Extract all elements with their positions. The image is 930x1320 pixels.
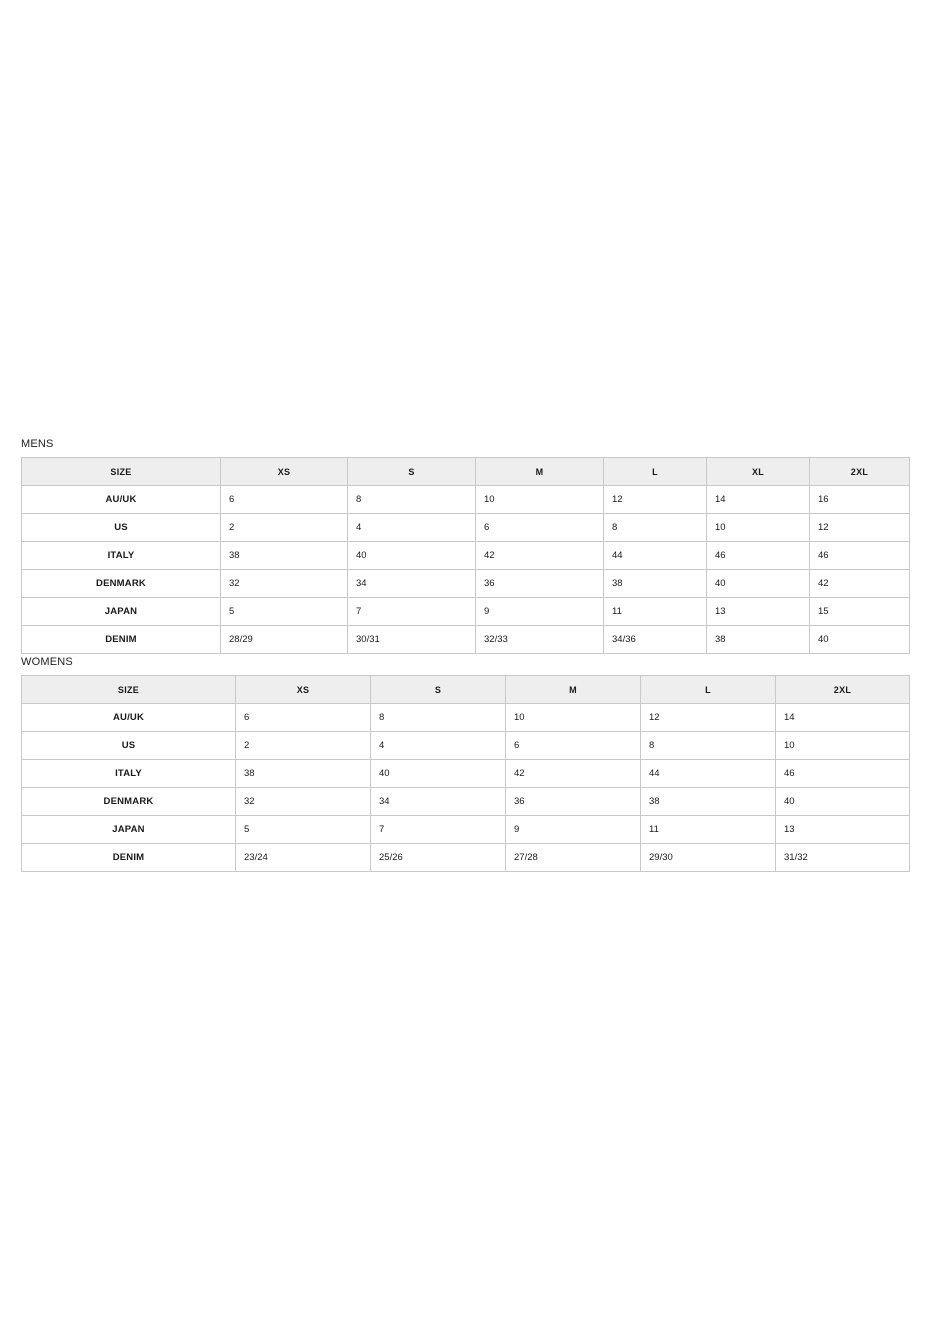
- table-cell: 10: [707, 514, 810, 542]
- table-cell: 25/26: [371, 844, 506, 872]
- table-cell: 7: [348, 598, 476, 626]
- mens-section-label: MENS: [21, 438, 54, 450]
- table-cell: 31/32: [776, 844, 910, 872]
- column-header-xs: XS: [236, 676, 371, 704]
- table-cell: 15: [810, 598, 910, 626]
- table-cell: 38: [221, 542, 348, 570]
- table-cell: 28/29: [221, 626, 348, 654]
- row-label: ITALY: [22, 542, 221, 570]
- table-cell: 10: [776, 732, 910, 760]
- column-header-l: L: [641, 676, 776, 704]
- table-cell: 42: [476, 542, 604, 570]
- womens-section-label: WOMENS: [21, 656, 73, 668]
- table-cell: 7: [371, 816, 506, 844]
- table-cell: 12: [604, 486, 707, 514]
- mens-size-table: [21, 457, 910, 654]
- table-row: [22, 844, 910, 872]
- table-cell: 42: [810, 570, 910, 598]
- table-cell: 32/33: [476, 626, 604, 654]
- table-row: [22, 760, 910, 788]
- row-label: JAPAN: [22, 598, 221, 626]
- table-cell: 13: [707, 598, 810, 626]
- table-row: [22, 732, 910, 760]
- table-cell: 10: [506, 704, 641, 732]
- table-cell: 38: [236, 760, 371, 788]
- table-cell: 6: [476, 514, 604, 542]
- table-cell: 42: [506, 760, 641, 788]
- table-cell: 46: [810, 542, 910, 570]
- table-cell: 40: [707, 570, 810, 598]
- column-header-s: S: [371, 676, 506, 704]
- table-cell: 5: [221, 598, 348, 626]
- table-cell: 23/24: [236, 844, 371, 872]
- column-header-m: M: [506, 676, 641, 704]
- table-cell: 11: [641, 816, 776, 844]
- table-cell: 34/36: [604, 626, 707, 654]
- table-cell: 11: [604, 598, 707, 626]
- table-header-row: [22, 676, 910, 704]
- row-label: DENMARK: [22, 788, 236, 816]
- table-row: [22, 626, 910, 654]
- table-cell: 14: [707, 486, 810, 514]
- column-header-xs: XS: [221, 458, 348, 486]
- table-cell: 34: [348, 570, 476, 598]
- column-header-size: SIZE: [22, 676, 236, 704]
- table-cell: 29/30: [641, 844, 776, 872]
- table-cell: 6: [236, 704, 371, 732]
- column-header-m: M: [476, 458, 604, 486]
- table-cell: 16: [810, 486, 910, 514]
- table-cell: 46: [776, 760, 910, 788]
- table-cell: 40: [371, 760, 506, 788]
- table-cell: 12: [810, 514, 910, 542]
- table-cell: 36: [476, 570, 604, 598]
- row-label: DENMARK: [22, 570, 221, 598]
- table-row: [22, 704, 910, 732]
- table-cell: 4: [371, 732, 506, 760]
- table-cell: 8: [348, 486, 476, 514]
- table-row: [22, 542, 910, 570]
- row-label: AU/UK: [22, 704, 236, 732]
- table-row: [22, 598, 910, 626]
- table-cell: 46: [707, 542, 810, 570]
- column-header-s: S: [348, 458, 476, 486]
- table-cell: 34: [371, 788, 506, 816]
- column-header-l: L: [604, 458, 707, 486]
- table-cell: 38: [604, 570, 707, 598]
- table-cell: 40: [810, 626, 910, 654]
- table-cell: 38: [641, 788, 776, 816]
- row-label: ITALY: [22, 760, 236, 788]
- table-cell: 32: [221, 570, 348, 598]
- table-row: [22, 514, 910, 542]
- column-header-2xl: 2XL: [810, 458, 910, 486]
- table-cell: 12: [641, 704, 776, 732]
- table-row: [22, 788, 910, 816]
- table-cell: 40: [776, 788, 910, 816]
- table-cell: 27/28: [506, 844, 641, 872]
- table-cell: 44: [604, 542, 707, 570]
- table-cell: 36: [506, 788, 641, 816]
- table-cell: 4: [348, 514, 476, 542]
- table-cell: 8: [641, 732, 776, 760]
- row-label: AU/UK: [22, 486, 221, 514]
- table-cell: 8: [371, 704, 506, 732]
- table-cell: 8: [604, 514, 707, 542]
- table-cell: 2: [236, 732, 371, 760]
- row-label: US: [22, 514, 221, 542]
- table-cell: 9: [506, 816, 641, 844]
- table-cell: 10: [476, 486, 604, 514]
- table-cell: 6: [221, 486, 348, 514]
- row-label: DENIM: [22, 844, 236, 872]
- table-cell: 32: [236, 788, 371, 816]
- table-cell: 40: [348, 542, 476, 570]
- row-label: DENIM: [22, 626, 221, 654]
- table-cell: 44: [641, 760, 776, 788]
- table-row: [22, 486, 910, 514]
- womens-size-table: [21, 675, 910, 872]
- table-cell: 6: [506, 732, 641, 760]
- table-header-row: [22, 458, 910, 486]
- column-header-2xl: 2XL: [776, 676, 910, 704]
- row-label: US: [22, 732, 236, 760]
- table-cell: 38: [707, 626, 810, 654]
- table-row: [22, 570, 910, 598]
- table-cell: 9: [476, 598, 604, 626]
- column-header-size: SIZE: [22, 458, 221, 486]
- table-row: [22, 816, 910, 844]
- table-cell: 30/31: [348, 626, 476, 654]
- table-cell: 5: [236, 816, 371, 844]
- table-cell: 2: [221, 514, 348, 542]
- table-cell: 14: [776, 704, 910, 732]
- row-label: JAPAN: [22, 816, 236, 844]
- column-header-xl: XL: [707, 458, 810, 486]
- table-cell: 13: [776, 816, 910, 844]
